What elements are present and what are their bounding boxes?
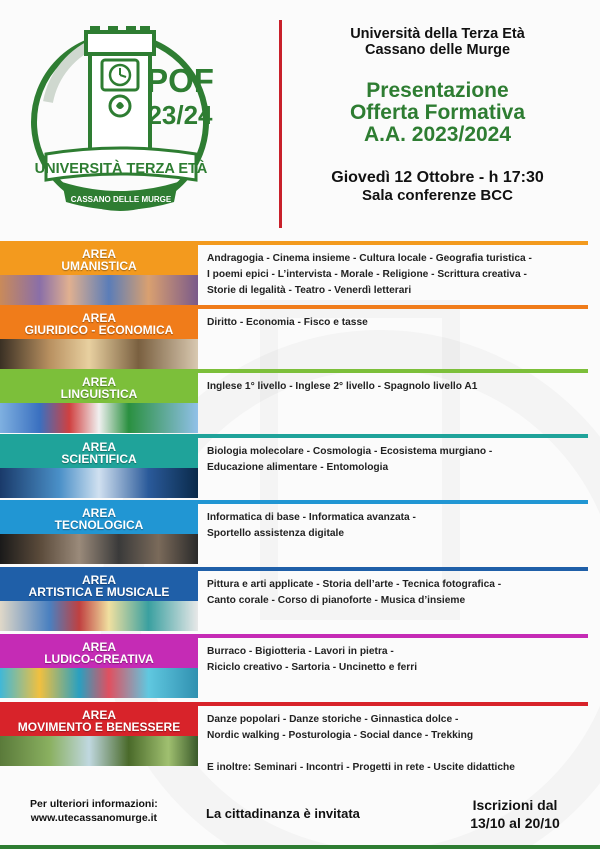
area-title-line-1: AREA [81,247,116,261]
area-title-line-2: LUDICO-CREATIVA [44,652,154,666]
area-courses [207,251,592,299]
pres-line-3: A.A. 2023/2024 [363,123,512,146]
course-line: Canto corale - Corso di pianoforte - Musica d’insieme [207,595,466,606]
org-line-1: Università della Terza Età [350,26,525,42]
organization-name [290,26,585,58]
extra-activities: E inoltre: Seminari - Incontri - Progetti in rete - Uscite didattiche [207,762,515,773]
area-title-line-1: AREA [81,640,116,654]
area-photo [0,275,198,305]
area-title-line-1: AREA [81,440,116,454]
website-link[interactable]: www.utecassanomurge.it [30,812,157,824]
event-info [290,169,585,205]
pres-line-2: Offerta Formativa [349,101,526,124]
header-divider [279,20,282,228]
area-label [0,706,198,736]
area-title-line-2: UMANISTICA [61,259,137,273]
logo-pof-text: POF [146,62,214,99]
logo-place-text: CASSANO DELLE MURGE [70,195,172,204]
org-line-2: Cassano delle Murge [364,42,511,58]
area-courses [207,712,592,744]
area-label [0,504,198,534]
course-line: Biologia molecolare - Cosmologia - Ecosistema murgiano - [207,446,493,457]
enroll-line-1: Iscrizioni dal [472,797,558,813]
enroll-line-2: 13/10 al 20/10 [470,815,560,831]
course-line: Informatica di base - Informatica avanzata - [207,512,416,523]
area-title-line-1: AREA [81,311,116,325]
course-line: Educazione alimentare - Entomologia [207,462,389,473]
area-label [0,571,198,601]
area-courses [207,510,592,542]
area-photo [0,601,198,631]
enrollment-info [460,796,570,832]
course-line: I poemi epici - L’intervista - Morale - Religione - Scrittura creativa - [207,269,527,280]
area-label [0,309,198,339]
area-courses [207,444,592,476]
course-line: Danze popolari - Danze storiche - Ginnastica dolce - [207,714,459,725]
course-line: Pittura e arti applicate - Storia dell’arte - Tecnica fotografica - [207,579,502,590]
invitation-text: La cittadinanza è invitata [206,806,360,821]
course-line: Nordic walking - Posturologia - Social dance - Trekking [207,730,474,741]
pres-line-1: Presentazione [366,79,509,102]
footer-info [30,797,158,825]
area-title-line-2: ARTISTICA E MUSICALE [28,585,170,599]
area-photo [0,736,198,766]
course-line: Burraco - Bigiotteria - Lavori in pietra - [207,646,394,657]
area-courses [207,379,592,395]
area-photo [0,534,198,564]
area-courses [207,644,592,676]
area-title-line-2: MOVIMENTO E BENESSERE [17,720,181,734]
course-line: Diritto - Economia - Fisco e tasse [207,317,368,328]
event-date: Giovedì 12 Ottobre - h 17:30 [331,169,544,186]
course-line: Inglese 1° livello - Inglese 2° livello - Spagnolo livello A1 [207,381,478,392]
course-line: Sportello assistenza digitale [207,528,345,539]
area-courses [207,315,592,331]
area-title-line-1: AREA [81,708,116,722]
area-title-line-1: AREA [81,375,116,389]
area-title-line-2: LINGUISTICA [60,387,138,401]
course-line: Riciclo creativo - Sartoria - Uncinetto e ferri [207,662,418,673]
logo-year-text: 23/24 [147,100,213,130]
area-label [0,438,198,468]
area-photo [0,403,198,433]
area-label [0,373,198,403]
course-line: Storie di legalità - Teatro - Venerdì letterari [207,285,412,296]
area-title-line-2: TECNOLOGICA [54,518,144,532]
area-title-line-1: AREA [81,506,116,520]
logo-banner-text: UNIVERSITÀ TERZA ETÀ [34,161,208,177]
area-courses [207,577,592,609]
event-venue: Sala conferenze BCC [362,187,513,204]
course-line: Andragogia - Cinema insieme - Cultura locale - Geografia turistica - [207,253,532,264]
area-photo [0,468,198,498]
presentation-title [290,80,585,146]
area-title-line-1: AREA [81,573,116,587]
area-photo [0,668,198,698]
area-title-line-2: SCIENTIFICA [61,452,137,466]
area-label [0,245,198,275]
area-label [0,638,198,668]
info-label: Per ulteriori informazioni: [30,798,158,810]
ute-logo [28,22,260,232]
bottom-bar [0,845,600,849]
area-title-line-2: GIURIDICO - ECONOMICA [24,323,174,337]
area-photo [0,339,198,369]
